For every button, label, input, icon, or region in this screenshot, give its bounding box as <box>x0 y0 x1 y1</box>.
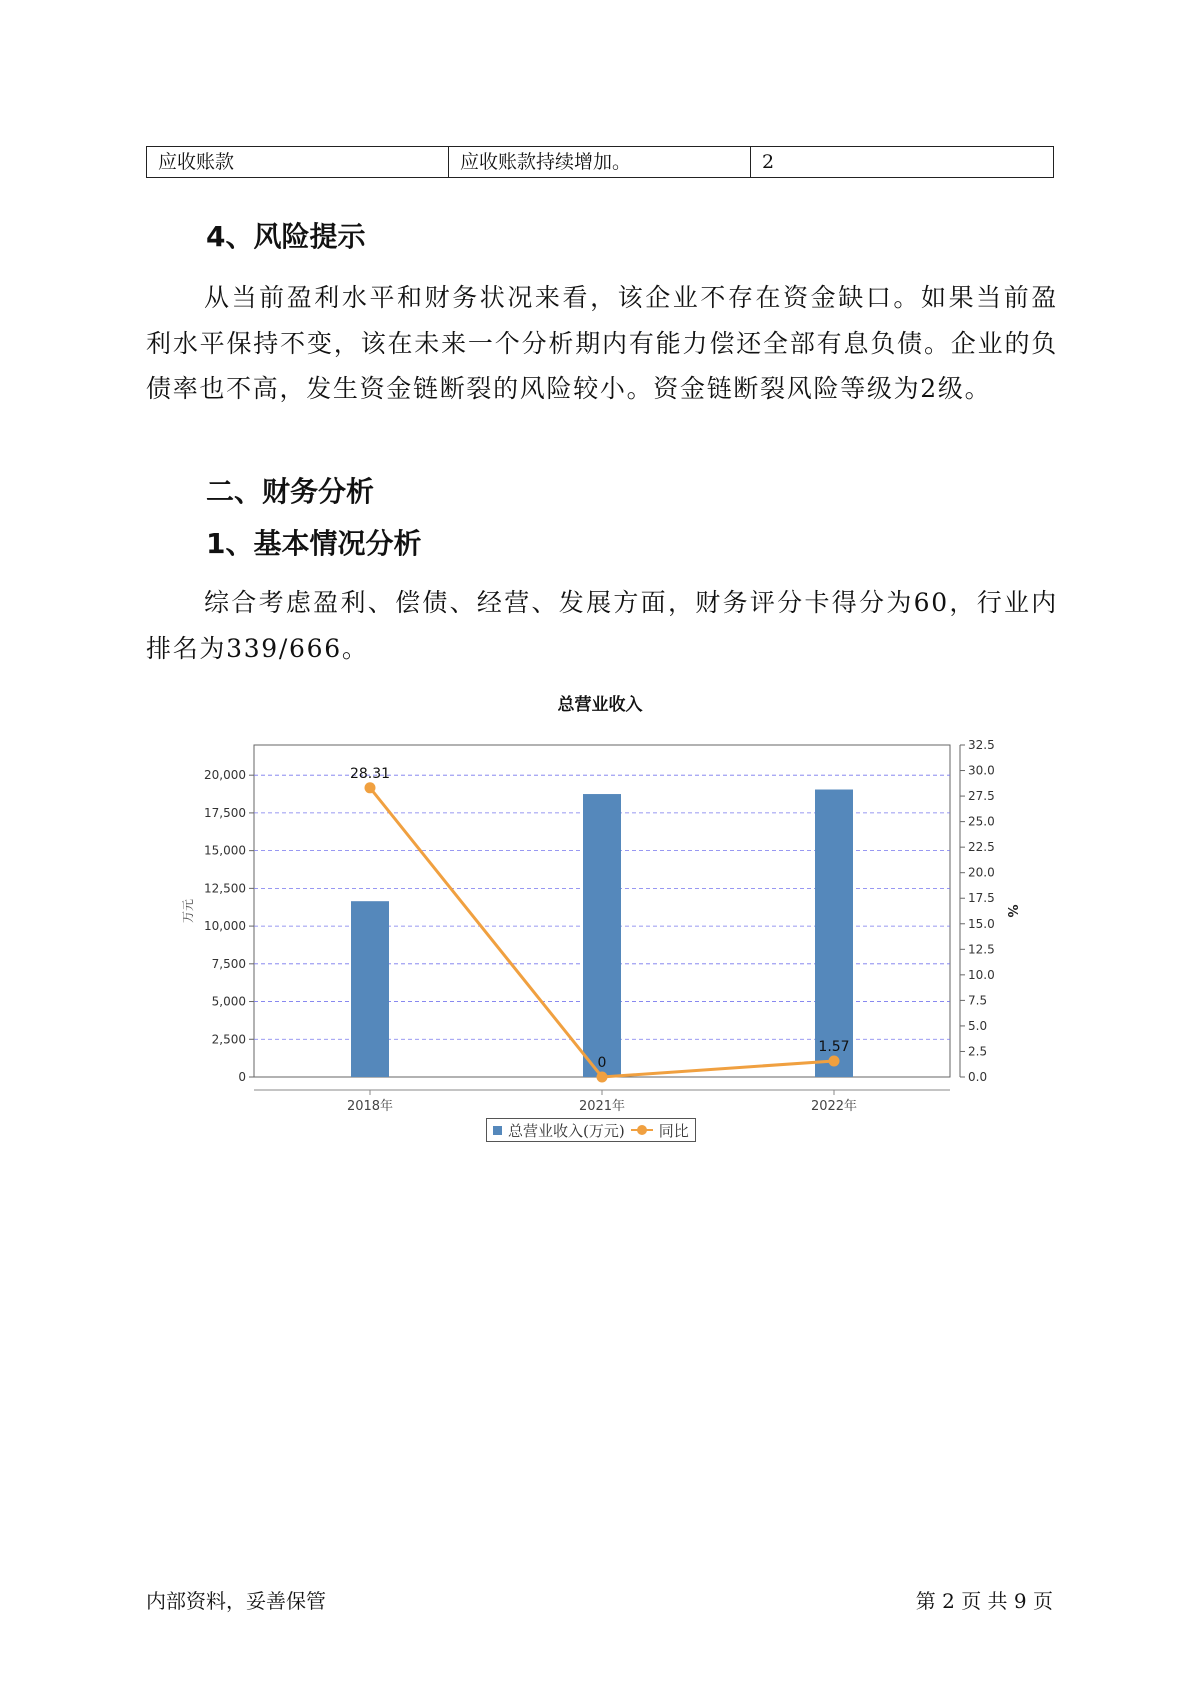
data-label-yoy: 1.57 <box>818 1038 850 1055</box>
y2-tick-label: 27.5 <box>968 789 995 804</box>
chart-svg <box>170 690 1040 1115</box>
bar-revenue <box>815 790 853 1077</box>
x-tick-label: 2018年 <box>346 1099 394 1114</box>
y2-tick-label: 22.5 <box>968 840 995 855</box>
y2-tick-label: 20.0 <box>968 865 995 880</box>
chart-title: 总营业收入 <box>557 695 643 715</box>
y-tick-label: 17,500 <box>204 805 246 820</box>
x-tick-label: 2022年 <box>810 1099 858 1114</box>
revenue-chart <box>170 690 1040 1160</box>
y2-tick-label: 0.0 <box>968 1070 988 1084</box>
basic-analysis-heading: 1、基本情况分析 <box>206 527 422 560</box>
legend-series-revenue: 总营业收入(万元) <box>508 1121 625 1140</box>
y2-tick-label: 10.0 <box>968 967 995 982</box>
y2-tick-label: 17.5 <box>968 891 995 906</box>
chart-legend <box>486 1118 696 1142</box>
risk-paragraph: 从当前盈利水平和财务状况来看，该企业不存在资金缺口。如果当前盈利水平保持不变，该在未来一个分析期内有能力偿还全部有息负债。企业的负债率也不高，发生资金链断裂的风险较小。资金链断裂风险等级为2级。 <box>146 283 1058 403</box>
point-yoy <box>365 782 376 793</box>
y-tick-label: 5,000 <box>211 994 246 1009</box>
legend-line-swatch <box>631 1125 653 1135</box>
financial-analysis-heading: 二、财务分析 <box>206 475 375 508</box>
y-tick-label: 2,500 <box>211 1032 246 1047</box>
y2-tick-label: 25.0 <box>968 814 995 829</box>
legend-series-yoy: 同比 <box>658 1121 689 1140</box>
bar-revenue <box>583 794 621 1077</box>
footer-page-number: 第 2 页 共 9 页 <box>915 1589 1053 1613</box>
basic-analysis-paragraph: 综合考虑盈利、偿债、经营、发展方面，财务评分卡得分为60，行业内排名为339/666。 <box>146 588 1058 663</box>
data-label-yoy: 28.31 <box>349 765 391 782</box>
y-axis-title: 万元 <box>181 898 195 924</box>
point-yoy <box>597 1072 608 1083</box>
point-yoy <box>829 1055 840 1066</box>
table-cell-item: 应收账款 <box>147 147 449 177</box>
y2-tick-label: 30.0 <box>968 763 995 778</box>
legend-bar-swatch <box>493 1126 502 1135</box>
y2-axis-title: % <box>1004 904 1019 918</box>
table-cell-description: 应收账款持续增加。 <box>449 147 751 177</box>
y-tick-label: 10,000 <box>204 919 246 934</box>
footer-confidential-note: 内部资料，妥善保管 <box>146 1589 326 1613</box>
y-tick-label: 12,500 <box>204 881 246 896</box>
y2-tick-label: 12.5 <box>968 942 995 957</box>
data-label-yoy: 0 <box>597 1055 607 1071</box>
y2-tick-label: 7.5 <box>968 993 988 1008</box>
y2-tick-label: 32.5 <box>968 738 995 752</box>
y2-tick-label: 2.5 <box>968 1044 988 1059</box>
y2-tick-label: 15.0 <box>968 916 995 931</box>
y2-tick-label: 5.0 <box>968 1018 988 1033</box>
table-cell-level: 2 <box>762 151 775 173</box>
risk-table-row <box>146 146 1054 178</box>
y-tick-label: 0 <box>238 1070 246 1084</box>
y-tick-label: 20,000 <box>204 768 246 783</box>
y-tick-label: 7,500 <box>211 956 246 971</box>
risk-heading: 4、风险提示 <box>206 220 366 253</box>
bar-revenue <box>351 901 389 1077</box>
x-tick-label: 2021年 <box>578 1099 626 1114</box>
y-tick-label: 15,000 <box>204 843 246 858</box>
